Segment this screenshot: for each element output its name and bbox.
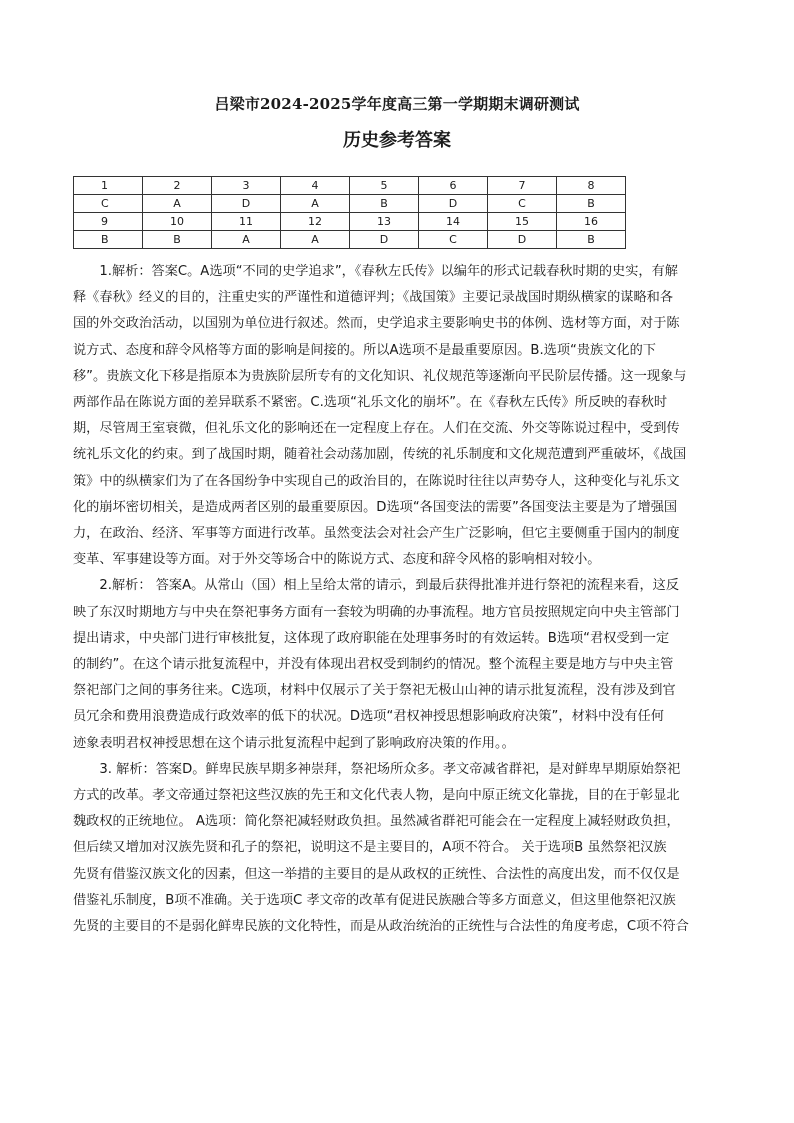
paragraph-line: 说方式、态度和辞令风格等方面的影响是间接的。所以A选项不是最重要原因。B.选项“贵族文化的下 bbox=[73, 342, 656, 358]
answer-table-cell: C bbox=[488, 195, 557, 213]
answer-table bbox=[73, 176, 626, 249]
paragraph-line: 方式的改革。孝文帝通过祭祀这些汉族的先王和文化代表人物，是向中原正统文化靠拢，目的在于彰显北 bbox=[73, 788, 680, 804]
answer-table-cell: B bbox=[143, 231, 212, 249]
explanation-paragraph bbox=[73, 573, 723, 756]
paragraph-line: 但后续又增加对汉族先贤和孔子的祭祀，说明这不是主要目的，A项不符合。 关于选项B 虽然祭祀汉族 bbox=[73, 840, 667, 856]
paragraph-line: 先贤有借鉴汉族文化的因素，但这一举措的主要目的是从政权的正统性、合法性的高度出发，而不仅仅是 bbox=[73, 866, 680, 882]
paragraph-line: 力，在政治、经济、军事等方面进行改革。虽然变法会对社会产生广泛影响，但它主要侧重于国内的制度 bbox=[73, 526, 680, 542]
answer-table-cell: 16 bbox=[557, 213, 626, 231]
answer-table-cell: 2 bbox=[143, 177, 212, 195]
paragraph-line: 释《春秋》经义的目的，注重史实的严谨性和道德评判；《战国策》主要记录战国时期纵横家的谋略和各 bbox=[73, 290, 674, 306]
answer-table-cell: 7 bbox=[488, 177, 557, 195]
answer-table-cell: D bbox=[350, 231, 419, 249]
answer-table-cell: B bbox=[557, 195, 626, 213]
paragraph-line: 3. 解析：答案D。鲜卑民族早期多神崇拜，祭祀场所众多。孝文帝减省群祀，是对鲜卑早期原始祭祀 bbox=[99, 761, 681, 777]
answer-table-cell: 6 bbox=[419, 177, 488, 195]
answer-table-cell: 10 bbox=[143, 213, 212, 231]
paragraph-line: 迹象表明君权神授思想在这个请示批复流程中起到了影响政府决策的作用。。 bbox=[73, 735, 515, 751]
answer-table-cell: 14 bbox=[419, 213, 488, 231]
document-title: 吕梁市2024-2025学年度高三第一学期期末调研测试 bbox=[214, 95, 580, 113]
answer-table-cell: C bbox=[419, 231, 488, 249]
answer-table-cell: 12 bbox=[281, 213, 350, 231]
paragraph-line: 先贤的主要目的不是弱化鲜卑民族的文化特性，而是从政治统治的正统性与合法性的角度考虑，C项不符合 bbox=[73, 919, 689, 935]
paragraph-line: 策》中的纵横家们为了在各国纷争中实现自己的政治目的，在陈说时往往以声势夺人，这种变化与礼乐文 bbox=[73, 473, 680, 489]
answer-table-cell: A bbox=[281, 195, 350, 213]
answer-table-row bbox=[74, 177, 626, 195]
answer-table-cell: 4 bbox=[281, 177, 350, 195]
explanation-paragraph bbox=[73, 259, 723, 573]
answer-table-cell: B bbox=[74, 231, 143, 249]
answer-table-cell: D bbox=[488, 231, 557, 249]
explanation-paragraph bbox=[73, 757, 723, 940]
paragraph-line: 化的崩坏密切相关，是造成两者区别的最重要原因。D选项“各国变法的需要”各国变法主要是为了增强国 bbox=[73, 499, 678, 515]
answer-table-cell: 8 bbox=[557, 177, 626, 195]
paragraph-line: 员冗余和费用浪费造成行政效率的低下的状况。D选项“君权神授思想影响政府决策”，材料中没有任何 bbox=[73, 709, 664, 725]
answer-table-cell: 11 bbox=[212, 213, 281, 231]
paragraph-line: 国的外交政治活动，以国别为单位进行叙述。然而，史学追求主要影响史书的体例、选材等方面，对于陈 bbox=[73, 316, 680, 332]
answer-table-cell: B bbox=[557, 231, 626, 249]
answer-table-cell: 3 bbox=[212, 177, 281, 195]
paragraph-line: 2.解析： 答案A。从常山（国）相上呈给太常的请示，到最后获得批准并进行祭祀的流程来看，这反 bbox=[99, 578, 680, 594]
paragraph-line: 变革、军事建设等方面。对于外交等场合中的陈说方式、态度和辞令风格的影响相对较小。 bbox=[73, 552, 601, 568]
paragraph-line: 提出请求，中央部门进行审核批复，这体现了政府职能在处理事务时的有效运转。B选项“君权受到一定 bbox=[73, 630, 670, 646]
paragraph-line: 魏政权的正统地位。 A选项：简化祭祀减轻财政负担。虽然减省群祀可能会在一定程度上减轻财政负担， bbox=[73, 814, 680, 830]
paragraph-line: 祭祀部门之间的事务往来。C选项，材料中仅展示了关于祭祀无极山山神的请示批复流程，没有涉及到官 bbox=[73, 683, 676, 699]
answer-table-cell: D bbox=[212, 195, 281, 213]
paragraph-line: 移”。贵族文化下移是指原本为贵族阶层所专有的文化知识、礼仪规范等逐渐向平民阶层传播。这一现象与 bbox=[73, 368, 687, 384]
paragraph-line: 1.解析：答案C。A选项“不同的史学追求”，《春秋左氏传》以编年的形式记载春秋时期的史实，有解 bbox=[99, 264, 678, 279]
answer-table-cell: 13 bbox=[350, 213, 419, 231]
answer-table-cell: D bbox=[419, 195, 488, 213]
paragraph-line: 两部作品在陈说方面的差异联系不紧密。C.选项“礼乐文化的崩坏”。在《春秋左氏传》所反映的春秋时 bbox=[73, 395, 668, 411]
answer-table-cell: A bbox=[212, 231, 281, 249]
answer-table-cell: 15 bbox=[488, 213, 557, 231]
answer-table-row bbox=[74, 231, 626, 249]
paragraph-line: 期，尽管周王室衰微，但礼乐文化的影响还在一定程度上存在。人们在交流、外交等陈说过程中，受到传 bbox=[73, 421, 680, 437]
paragraph-line: 映了东汉时期地方与中央在祭祀事务方面有一套较为明确的办事流程。地方官员按照规定向中央主管部门 bbox=[73, 604, 680, 620]
paragraph-line: 借鉴礼乐制度，B项不准确。关于选项C 孝文帝的改革有促进民族融合等多方面意义，但这里他祭祀汉族 bbox=[73, 892, 676, 908]
answer-table-cell: B bbox=[350, 195, 419, 213]
answer-table-row bbox=[74, 195, 626, 213]
paragraph-line: 的制约”。在这个请示批复流程中，并没有体现出君权受到制约的情况。整个流程主要是地方与中央主管 bbox=[73, 657, 674, 673]
answer-table-cell: A bbox=[281, 231, 350, 249]
explanations bbox=[73, 259, 723, 940]
paragraph-line: 统礼乐文化的约束。到了战国时期，随着社会动荡加剧，传统的礼乐制度和文化规范遭到严重破坏，《战国 bbox=[73, 447, 687, 463]
answer-table-cell: 1 bbox=[74, 177, 143, 195]
answer-table-cell: C bbox=[74, 195, 143, 213]
answer-table-row bbox=[74, 213, 626, 231]
document-subtitle: 历史参考答案 bbox=[343, 130, 451, 151]
answer-table-cell: 9 bbox=[74, 213, 143, 231]
answer-table-cell: A bbox=[143, 195, 212, 213]
answer-table-cell: 5 bbox=[350, 177, 419, 195]
